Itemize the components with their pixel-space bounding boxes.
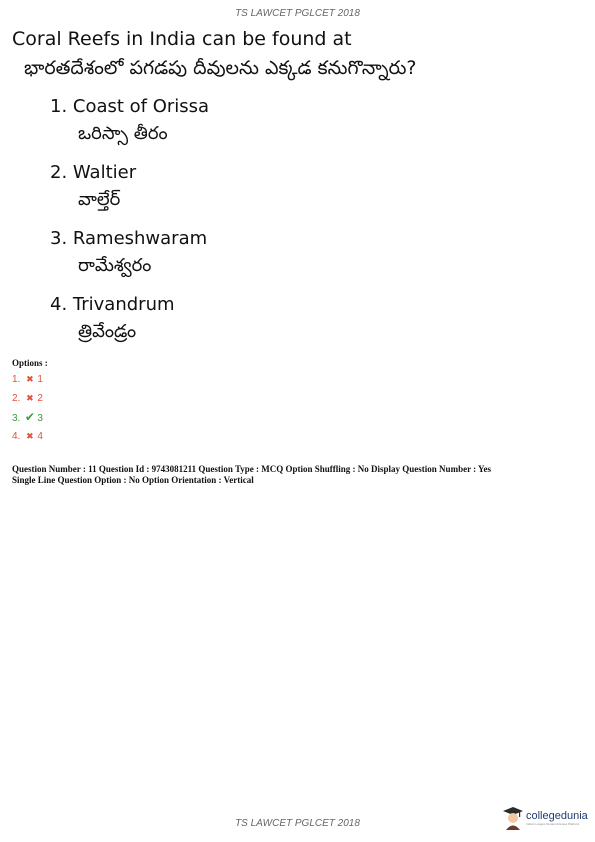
option-number: 4.: [12, 431, 21, 442]
metadata-line-2: Single Line Question Option : No Option Orientation : Vertical: [12, 475, 254, 485]
choice-2-english: 2. Waltier: [50, 162, 137, 183]
option-row-4: [12, 429, 43, 443]
option-row-1: [12, 372, 43, 386]
logo-tagline: India's Largest Student Review Platform: [526, 822, 580, 826]
cross-icon: ✖: [26, 431, 34, 441]
question-text-telugu: భారతదేశంలో పగడపు దీవులను ఎక్కడ కనుగొన్నారు?: [24, 57, 417, 79]
choice-3-english: 3. Rameshwaram: [50, 228, 208, 249]
cross-icon: ✖: [26, 393, 34, 403]
option-number: 3.: [12, 413, 21, 424]
logo-name: collegedunia: [526, 810, 588, 822]
metadata-line-1: Question Number : 11 Question Id : 9743081211 Question Type : MCQ Option Shuffling : No Display Question Number : Yes: [12, 464, 492, 474]
check-icon: ✔: [24, 410, 35, 424]
choice-2-telugu: వాల్తేర్: [78, 189, 121, 210]
choice-4-telugu: త్రివేండ్రం: [78, 321, 137, 342]
question-text-english: Coral Reefs in India can be found at: [12, 28, 352, 50]
option-row-2: [12, 391, 43, 405]
option-value: 4: [37, 431, 43, 442]
option-value: 3: [37, 413, 43, 424]
collegedunia-logo: [502, 806, 588, 830]
choice-3-telugu: రామేశ్వరం: [78, 255, 152, 276]
graduate-mascot-icon: [502, 806, 524, 830]
option-value: 1: [37, 374, 43, 385]
choice-1: [50, 95, 209, 149]
page-footer: TS LAWCET PGLCET 2018: [235, 818, 360, 829]
option-number: 1.: [12, 374, 21, 385]
choice-4: [50, 293, 175, 347]
option-value: 2: [37, 393, 43, 404]
option-number: 2.: [12, 393, 21, 404]
options-label: Options :: [12, 358, 48, 368]
cross-icon: ✖: [26, 374, 34, 384]
choice-1-telugu: ఒరిస్సా తీరం: [78, 123, 168, 144]
question-metadata: [12, 464, 582, 486]
choice-3: [50, 227, 207, 281]
option-row-3: [12, 410, 43, 424]
choice-1-english: 1. Coast of Orissa: [50, 96, 210, 117]
page-header: TS LAWCET PGLCET 2018: [235, 8, 360, 19]
choice-4-english: 4. Trivandrum: [50, 294, 175, 315]
choice-2: [50, 161, 136, 215]
